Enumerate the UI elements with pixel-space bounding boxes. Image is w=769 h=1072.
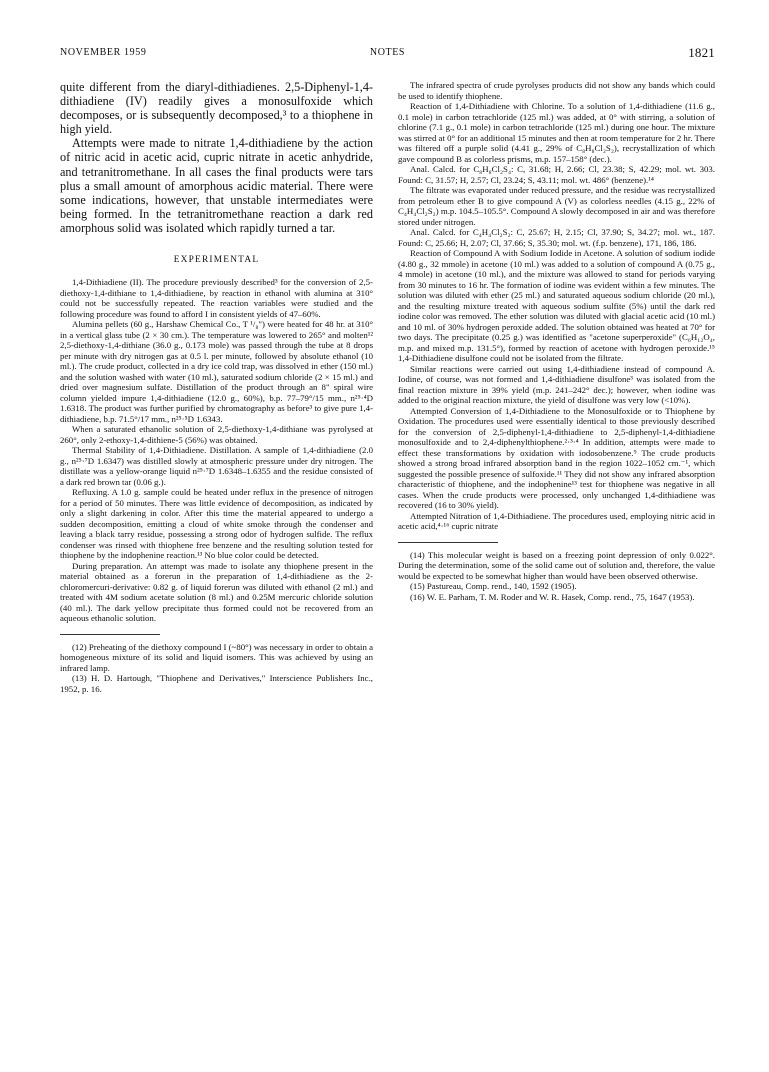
experimental-paragraph: During preparation. An attempt was made to isolate any thiophene present in the material obtained as a forerun in the preparation of 1,4-dithiadiene as the 2-chloromercuri-derivative: 0.82 g. of liquid forerun was diluted with ethanol (2 ml.) and treated with 4M sodium acetate solution (8 ml.) and 0.25M mercuric chloride solution (40 ml.). The dark yellow precipitate thus formed could not be recovered from an aqueous ethanolic solution.: [60, 560, 373, 624]
footnote: (14) This molecular weight is based on a freezing point depression of only 0.022°. During the determination, some of the solid came out of solution and, therefore, the value would be expected to be somewhat higher than would have been observed otherwise.: [398, 549, 715, 581]
body-paragraph: Attempts were made to nitrate 1,4-dithiadiene by the action of nitric acid in acetic acid, cupric nitrate in acetic anhydride, and tetranitromethane. In all cases the final products were tars plus a small amount of amorphous acidic material. There were some indications, however, that unstable intermediates were being formed. In the tetranitromethane reaction a dark red amorphous solid was isolated which rapidly turned a tar.: [60, 136, 373, 235]
header-date: NOVEMBER 1959: [60, 47, 147, 58]
experimental-paragraph: Anal. Calcd. for C₄H₄Cl₂S₂: C, 25.67; H, 2.15; Cl, 37.90; S, 34.27; mol. wt., 187. Found: C, 25.66; H, 2.07; Cl, 37.66; S, 35.30; mol. wt. (f.p. benzene), 171, 186, 186.: [398, 227, 715, 248]
footnote: (15) Pastureau, Comp. rend., 140, 1592 (1905).: [410, 581, 577, 591]
experimental-paragraph: 1,4-Dithiadiene (II). The procedure previously described³ for the conversion of 2,5-diethoxy-1,4-dithiane to 1,4-dithiadiene, by reaction in ethanol with alumina at 310° could not be successfully repeated. The reaction variables were studied and the following procedure was found to afford I in consistent yields of 47–60%.: [60, 277, 373, 319]
experimental-paragraph: The filtrate was evaporated under reduced pressure, and the residue was recrystallized from petroleum ether B to give compound A (V) as colorless needles (4.15 g., 22% of C₄H₄Cl₂S₂) m.p. 104.5–105.5°. Compound A slowly decomposed in air and was therefore stored under nitrogen.: [398, 185, 715, 227]
experimental-paragraph: Thermal Stability of 1,4-Dithiadiene. Distillation. A sample of 1,4-dithiadiene (2.0 g., n²⁵·⁷D 1.6347) was distilled slowly at atmospheric pressure under dry nitrogen. The distillate was a yellow-orange liquid n²⁵·⁷D 1.6348–1.6355 and the residue consisted of a dark red brown tar (0.06 g.).: [60, 445, 373, 487]
experimental-paragraph: Anal. Calcd. for C₈H₈Cl₂S₄: C, 31.68; H, 2.66; Cl, 23.38; S, 42.29; mol. wt. 303. Found: C, 31.57; H, 2.57; Cl, 23.24; S, 43.11; mol. wt. 486° (benzene).¹⁴: [398, 164, 715, 185]
footnote: (13) H. D. Hartough, "Thiophene and Derivatives," Interscience Publishers Inc., 1952, p. 16.: [60, 673, 373, 694]
running-header: [60, 47, 715, 63]
header-section: NOTES: [369, 47, 406, 58]
footnote-divider: [60, 634, 160, 635]
experimental-paragraph: Alumina pellets (60 g., Harshaw Chemical Co., T ¹/₈") were heated for 48 hr. at 310° in a vertical glass tube (2 × 30 cm.). The temperature was lowered to 265° and molten¹² 2,5-diethoxy-1,4-dithiane (36.0 g., 0.173 mole) was passed through the tube at 8 drops per minute with dry nitrogen gas at 0.5 l. per minute, followed by absolute ethanol (10 ml.). The crude product, collected in a dry ice cold trap, was dissolved in ether (150 ml.) and the solution washed with water (10 ml.), saturated sodium chloride (2 × 15 ml.) and dried over magnesium sulfate. Distillation of the product through an 8" spiral wire column yielded impure 1,4-dithiadiene (12.0 g., 60%), b.p. 77–79°/15 mm., n²⁵·⁴D 1.6318. The product was further purified by chromatography as before³ to give pure 1,4-dithiadiene, b.p. 71.5°/17 mm., n²⁵·⁵D 1.6343.: [60, 319, 373, 424]
right-column: [398, 80, 715, 602]
experimental-paragraph: Refluxing. A 1.0 g. sample could be heated under reflux in the presence of nitrogen for a period of 50 minutes. There was little evidence of decomposition, as indicated by only a slight darkening in color. After this time the material appeared to undergo a sudden decomposition, emitting a cloud of white smoke through the condenser and leaving a black tarry residue, possessing a strong odor of hydrogen sulfide. The reflux condenser was rinsed with thiophene free benzene and the resulting solution tested for thiophene by the indophenine reaction.¹³ No blue color could be detected.: [60, 487, 373, 561]
experimental-paragraph: When a saturated ethanolic solution of 2,5-diethoxy-1,4-dithiane was pyrolysed at 260°, only 2-ethoxy-1,4-dithiene-5 (56%) was obtained.: [60, 424, 373, 445]
experimental-paragraph: Attempted Nitration of 1,4-Dithiadiene. The procedures used, employing nitric acid in acetic acid,⁴·¹⁶ cupric nitrate: [398, 510, 715, 531]
experimental-paragraph: Reaction of 1,4-Dithiadiene with Chlorine. To a solution of 1,4-dithiadiene (11.6 g., 0.1 mole) in carbon tetrachloride (125 ml.) was added, at 0° with stirring, a solution of chlorine (7.1 g., 0.1 mole) in carbon tetrachloride (125 ml.) during one hour. The mixture was stirred at 0° for an additional 15 minutes and then at room temperature for 2 hr. There was filtered off a purple solid (4.41 g., 29% of C₈H₈Cl₂S₂), recrystallization of which gave compound B as colorless prisms, m.p. 157–158° (dec.).: [398, 101, 716, 164]
left-column: [60, 80, 373, 694]
body-paragraph: quite different from the diaryl-dithiadienes. 2,5-Diphenyl-1,4-dithiadiene (IV) readily gives a monosulfoxide which decomposes, or is subsequently decomposed,³ to a thiophene in high yield.: [60, 80, 373, 137]
experimental-paragraph: Similar reactions were carried out using 1,4-dithiadiene instead of compound A. Iodine, of course, was not formed and 1,4-dithiadiene disulfone³ was isolated from the final reaction mixture in 39% yield (m.p. 241–242° dec.); however, when iodine was added to the original reaction mixture, the yield of disulfone was very low (<10%).: [398, 363, 715, 405]
footnote: (16) W. E. Parham, T. M. Roder and W. R. Hasek, Comp. rend., 75, 1647 (1953).: [410, 591, 695, 602]
section-heading-experimental: EXPERIMENTAL: [173, 255, 260, 266]
experimental-paragraph: Reaction of Compound A with Sodium Iodide in Acetone. A solution of sodium iodide (4.80 g., 32 mmole) in acetone (10 ml.) was added to a solution of compound A (0.75 g., 4 mmole) in acetone (10 ml.), and the mixture was allowed to stand for periods varying from 30 minutes to 16 hr. The formation of iodine was evident within a few minutes. The solution was diluted with ether (25 ml.) and saturated aqueous sodium chloride (20 ml.), and the resulting mixture treated with aqueous sodium sulfite (5%) until the dark red iodine color was removed. The ether solution was diluted with glacial acetic acid (10 ml.) and 10 ml. of 30% hydrogen peroxide added. The solution obtained was heated at 70° for two days. The precipitate (0.25 g.) was identified as "acetone superperoxide" (C₆H₁₂O₄, m.p. and mixed m.p. 131.5°), formed by reaction of acetone with hydrogen peroxide.¹⁵ 1,4-Dithiadiene disulfone could not be isolated from the filtrate.: [398, 248, 715, 363]
experimental-paragraph: Attempted Conversion of 1,4-Dithiadiene to the Monosulfoxide or to Thiophene by Oxidation. The procedures used were essentially identical to those previously described for the conversion of 2,5-diphenyl-1,4-dithiadiene to 2,5-diphenyl-1,4-dithiadiene monosulfoxide and to 2,4-diphenylthiophene.²·³·⁴ In addition, attempts were made to effect these transformations by oxidation with iodosobenzene.⁹ The crude products showed a strong broad infrared absorption band in the region 1022–1052 cm.⁻¹, which suggested the possible presence of sulfoxide.¹¹ They did not show any infrared absorption characteristic of thiophene, and the indophenine¹³ test for thiophene was negative in all cases. When the crude products were processed, only unchanged 1,4-dithiadiene was recovered (16 to 30% yield).: [398, 405, 715, 510]
page-number: 1821: [688, 45, 715, 60]
footnote: (12) Preheating of the diethoxy compound I (~80°) was necessary in order to obtain a homogeneous mixture of its solid and liquid isomers. This was achieved by using an infrared lamp.: [60, 641, 373, 673]
experimental-paragraph: The infrared spectra of crude pyrolyses products did not show any bands which could be used to identify thiophene.: [398, 80, 715, 101]
footnote-divider: [398, 542, 498, 543]
